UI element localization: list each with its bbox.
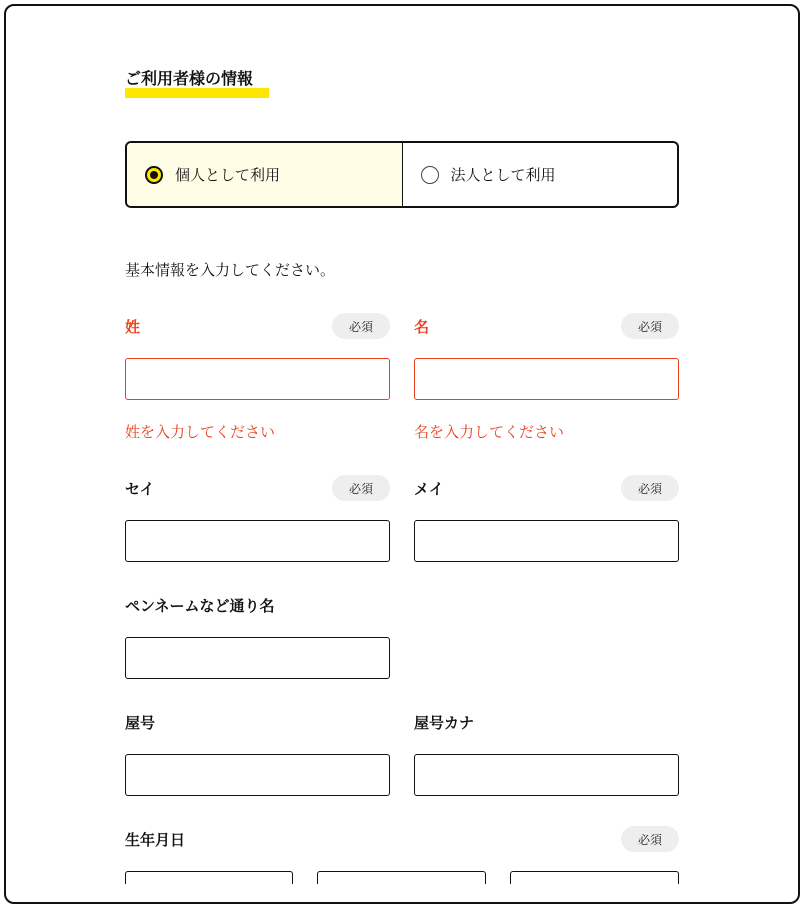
trade-name-input[interactable] bbox=[125, 754, 390, 796]
radio-checked-icon[interactable] bbox=[145, 166, 163, 184]
first-name-input[interactable] bbox=[414, 358, 679, 400]
last-name-error: 姓を入力してください bbox=[125, 423, 276, 441]
trade-name-kana-label: 屋号カナ bbox=[414, 714, 475, 732]
account-type-toggle bbox=[125, 141, 679, 208]
radio-unchecked-icon[interactable] bbox=[421, 166, 439, 184]
birth-month-select[interactable] bbox=[317, 871, 486, 884]
last-name-kana-required-badge: 必須 bbox=[332, 475, 390, 501]
pen-name-label: ペンネームなど通り名 bbox=[125, 597, 275, 615]
first-name-kana-label: メイ bbox=[414, 480, 444, 498]
last-name-label: 姓 bbox=[125, 318, 141, 336]
first-name-error: 名を入力してください bbox=[414, 423, 565, 441]
birth-year-select[interactable] bbox=[125, 871, 293, 884]
trade-name-label: 屋号 bbox=[125, 714, 156, 732]
last-name-required-badge: 必須 bbox=[332, 313, 390, 339]
trade-name-kana-input[interactable] bbox=[414, 754, 679, 796]
registration-card bbox=[4, 4, 800, 904]
birthdate-label: 生年月日 bbox=[125, 831, 186, 849]
intro-text: 基本情報を入力してください。 bbox=[125, 261, 336, 279]
birthdate-required-badge: 必須 bbox=[621, 826, 679, 852]
option-individual-label: 個人として利用 bbox=[175, 166, 281, 184]
first-name-label: 名 bbox=[414, 318, 430, 336]
option-corporate-label: 法人として利用 bbox=[450, 166, 556, 184]
pen-name-input[interactable] bbox=[125, 637, 390, 679]
option-corporate[interactable] bbox=[403, 143, 678, 206]
option-individual[interactable] bbox=[127, 143, 403, 206]
last-name-input[interactable] bbox=[125, 358, 390, 400]
first-name-kana-input[interactable] bbox=[414, 520, 679, 562]
first-name-kana-required-badge: 必須 bbox=[621, 475, 679, 501]
last-name-kana-input[interactable] bbox=[125, 520, 390, 562]
section-title: ご利用者様の情報 bbox=[125, 69, 254, 88]
last-name-kana-label: セイ bbox=[125, 480, 155, 498]
first-name-required-badge: 必須 bbox=[621, 313, 679, 339]
birth-day-select[interactable] bbox=[510, 871, 679, 884]
